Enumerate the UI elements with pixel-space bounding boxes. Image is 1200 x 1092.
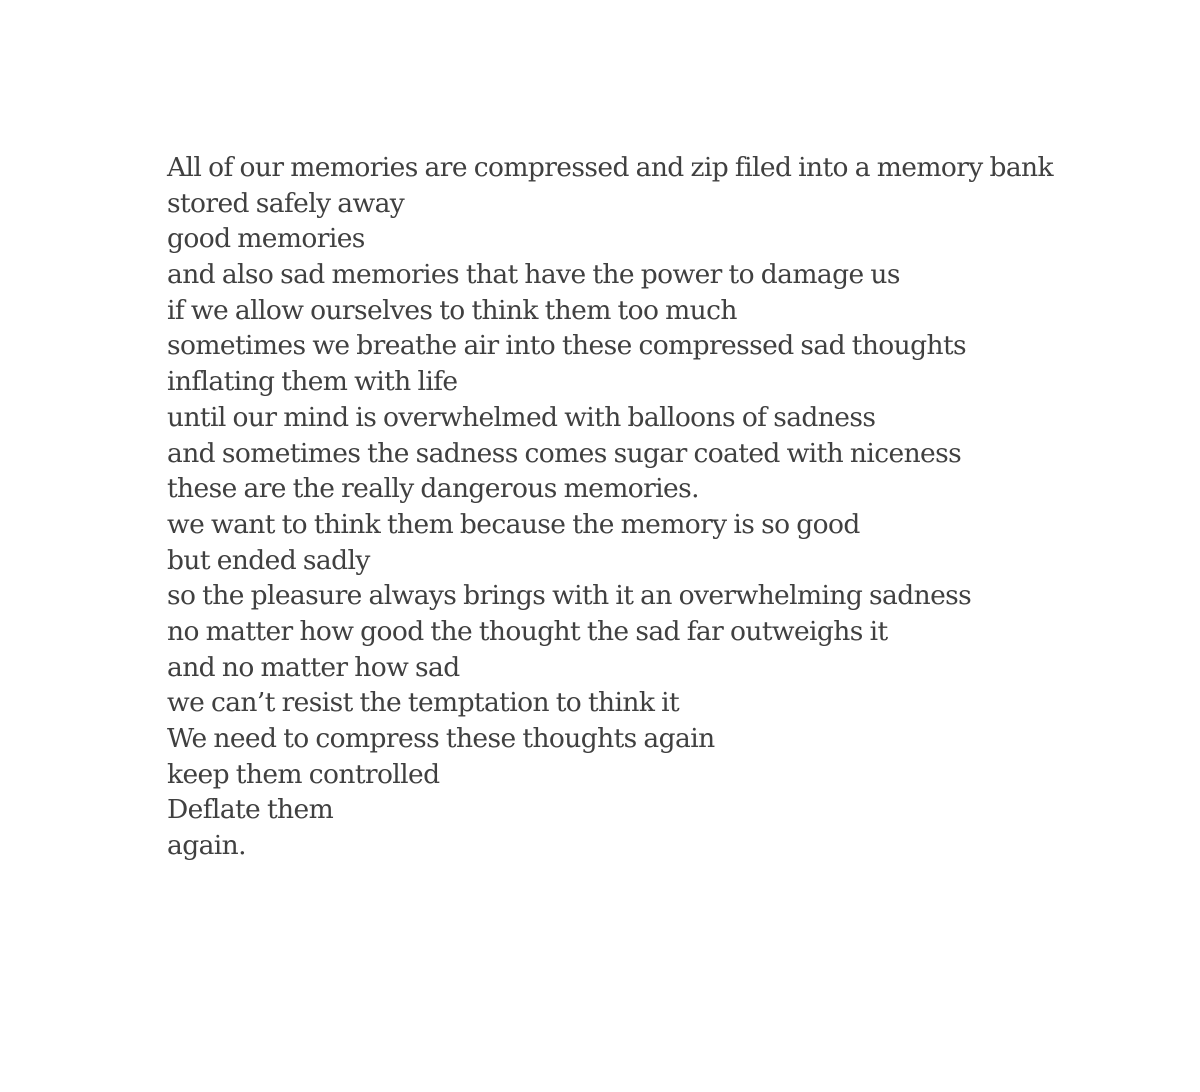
poem-line: and no matter how sad [167,651,460,683]
poem-line: good memories [167,223,365,255]
poem-text [167,150,1167,864]
poem-line: inflating them with life [167,366,458,398]
poem-line: these are the really dangerous memories. [167,473,699,505]
poem-line: until our mind is overwhelmed with balloons of sadness [167,401,876,433]
poem-line: if we allow ourselves to think them too much [167,294,737,326]
poem-line: We need to compress these thoughts again [167,723,715,754]
poem-line: sometimes we breathe air into these compressed sad thoughts [167,330,966,362]
poem-line: keep them controlled [167,758,440,790]
poem-line: but ended sadly [167,544,370,576]
poem-line: again. [167,830,246,862]
poem-line: All of our memories are compressed and zip filed into a memory bank [167,152,1053,183]
poem-line: no matter how good the thought the sad far outweighs it [167,615,888,647]
poem-line: stored safely away [167,187,405,219]
poem-line: and sometimes the sadness comes sugar coated with niceness [167,437,962,469]
poem-line: and also sad memories that have the power to damage us [167,259,900,291]
poem-line: we can’t resist the temptation to think it [167,687,680,719]
poem-line: so the pleasure always brings with it an overwhelming sadness [167,580,972,612]
poem-line: Deflate them [167,794,334,826]
poem-line: we want to think them because the memory is so good [167,508,860,540]
